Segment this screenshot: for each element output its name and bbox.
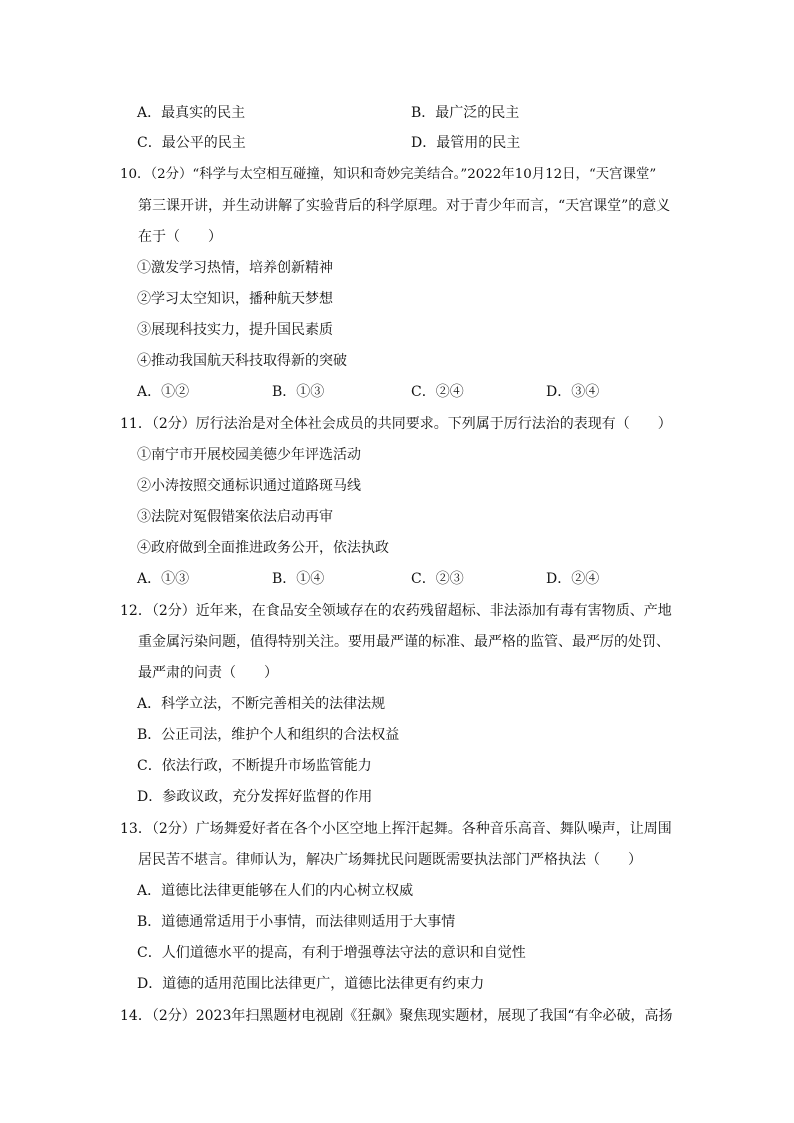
q12-stem-line-3: 最严肃的问责（ ） [138, 665, 278, 681]
q10-option-d: D．③④ [546, 384, 600, 400]
q10-stem-line-2: 第三课开讲，并生动讲解了实验背后的科学原理。对于青少年而言，“天宫课堂”的意义 [138, 198, 671, 214]
q12-stem-line-2: 重金属污染问题，值得特别关注。要用最严谨的标准、最严格的监管、最严厉的处罚、 [138, 634, 670, 650]
q10-item-4: ④推动我国航天科技取得新的突破 [137, 353, 347, 369]
q11-option-a: A．①③ [137, 571, 190, 587]
q12-option-a: A．科学立法，不断完善相关的法律法规 [137, 696, 386, 712]
q13-option-c: C．人们道德水平的提高，有利于增强尊法守法的意识和自觉性 [137, 945, 526, 961]
q9-option-d: D．最管用的民主 [411, 135, 521, 151]
q13-option-a: A．道德比法律更能够在人们的内心树立权威 [137, 883, 414, 899]
q11-option-d: D．②④ [546, 571, 600, 587]
q10-item-3: ③展现科技实力，提升国民素质 [137, 322, 333, 338]
q9-option-a: A．最真实的民主 [137, 105, 246, 121]
q10-option-c: C．②④ [411, 384, 464, 400]
q11-item-4: ④政府做到全面推进政务公开，依法执政 [137, 540, 389, 556]
q10-stem-line-1: 10．（2分）“科学与太空相互碰撞，知识和奇妙完美结合。”2022年10月12日，“天宫课堂” [120, 167, 657, 182]
q11-item-3: ③法院对冤假错案依法启动再审 [137, 509, 333, 525]
q14-stem-line-1: 14．（2分）2023年扫黑题材电视剧《狂飙》聚焦现实题材，展现了我国“有伞必破，高扬 [120, 1008, 673, 1024]
q12-option-b: B．公正司法，维护个人和组织的合法权益 [137, 727, 400, 743]
q13-stem-line-2: 居民苦不堪言。律师认为，解决广场舞扰民问题既需要执法部门严格执法（ ） [138, 852, 642, 868]
q13-option-b: B．道德通常适用于小事情，而法律则适用于大事情 [137, 914, 456, 930]
q11-stem-line-1: 11．（2分）厉行法治是对全体社会成员的共同要求。下列属于厉行法治的表现有（ ） [120, 416, 672, 432]
q11-item-1: ①南宁市开展校园美德少年评选活动 [137, 447, 361, 463]
q10-option-a: A．①② [137, 384, 190, 400]
q11-option-c: C．②③ [411, 571, 464, 587]
q13-option-d: D．道德的适用范围比法律更广，道德比法律更有约束力 [137, 976, 485, 992]
q12-stem-line-1: 12．（2分）近年来，在食品安全领域存在的农药残留超标、非法添加有毒有害物质、产地 [120, 603, 672, 619]
q9-option-c: C．最公平的民主 [137, 135, 246, 151]
q12-option-c: C．依法行政，不断提升市场监管能力 [137, 758, 372, 774]
q10-item-1: ①激发学习热情，培养创新精神 [137, 260, 333, 276]
q9-option-b: B．最广泛的民主 [411, 105, 520, 121]
q12-option-d: D．参政议政，充分发挥好监督的作用 [137, 789, 373, 805]
q10-option-b: B．①③ [272, 384, 325, 400]
q11-item-2: ②小涛按照交通标识通过道路斑马线 [137, 478, 361, 494]
q10-stem-line-3: 在于（ ） [138, 229, 222, 245]
q13-stem-line-1: 13．（2分）广场舞爱好者在各个小区空地上挥汗起舞。各种音乐高音、舞队噪声，让周围 [120, 821, 672, 837]
q11-option-b: B．①④ [272, 571, 325, 587]
q10-item-2: ②学习太空知识，播种航天梦想 [137, 291, 333, 307]
